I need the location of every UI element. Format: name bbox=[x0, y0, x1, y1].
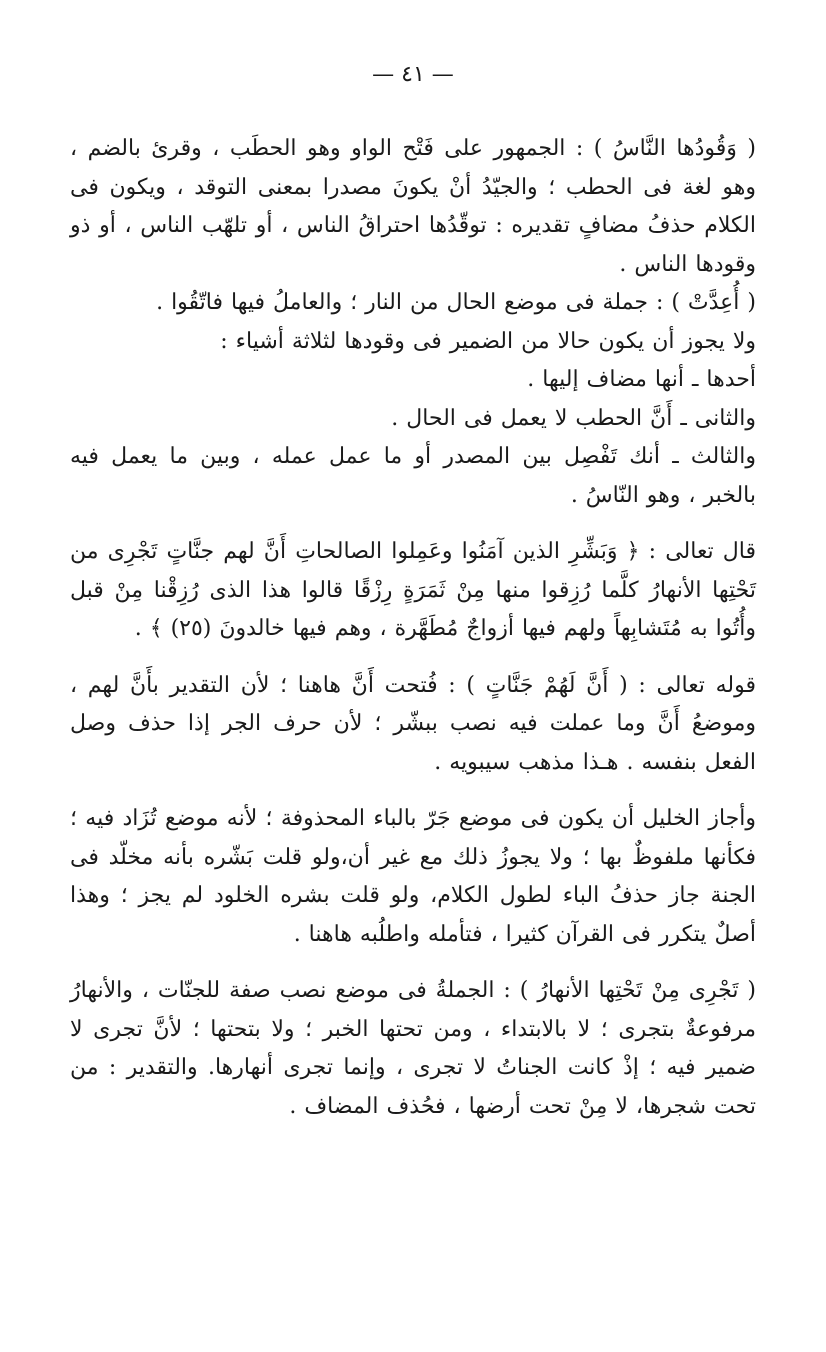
book-page bbox=[70, 60, 756, 1312]
paragraph-khalil: وأجاز الخليل أن يكون فى موضع جَرّ بالباء المحذوفة ؛ لأنه موضع تُزَاد فيه ؛ فكأنها ملفوظٌ بها ؛ ولا يجوزُ ذلك مع غير أن،ولو قلت بَشّره بأنه مخلّد فى الجنة جاز حذفُ الباء لطول الكلام، ولو قلت بشره الخلود لم يجز ؛ وهذا أصلٌ يتكرر فى القرآن كثيرا ، فتأمله واطلُبه هاهنا . bbox=[70, 806, 757, 947]
paragraph-ahaduha: أحدها ـ أنها مضاف إليها . bbox=[527, 367, 756, 392]
page-number: — ٤١ — bbox=[372, 62, 454, 87]
paragraph-tajri: ( تَجْرِى مِنْ تَحْتِها الأنهارُ ) : الجملةُ فى موضع نصب صفة للجنّات ، والأنهارُ مرفوعةٌ بتجرى ؛ لا بالابتداء ، ومن تحتها الخبر ؛ ولا بتحتها ؛ لأنَّ تجرى لا ضمير فيه ؛ إذْ كانت الجناتُ لا تجرى ، وإنما تجرى أنهارها. والتقدير : من تحت شجرها، لا مِنْ تحت أرضها ، فحُذف المضاف . bbox=[70, 978, 756, 1119]
paragraph-anna-lahum: قوله تعالى : ( أَنَّ لَهُمْ جَنَّاتٍ ) : فُتحت أَنَّ هاهنا ؛ لأن التقدير بأَنَّ لهم ، وموضعُ أَنَّ وما عملت فيه نصب ببشّر ؛ لأن حرف الجر إذا حذف وصل الفعل بنفسه . هـذا مذهب سيبويه . bbox=[70, 672, 756, 775]
paragraph-thalith: والثالث ـ أنك تَفْصِل بين المصدر أو ما عمل عمله ، وبين ما يعمل فيه بالخبر ، وهو النّاسُ . bbox=[70, 444, 756, 508]
paragraph-la-yajuz: ولا يجوز أن يكون حالا من الضمير فى وقودها لثلاثة أشياء : bbox=[220, 328, 756, 354]
paragraph-waquduha: ( وَقُودُها النَّاسُ ) : الجمهور على فَتْح الواو وهو الحطَب ، وقرئ بالضم ، وهو لغة فى الحطب ؛ والجيّدُ أنْ يكونَ مصدرا بمعنى التوقد ، ويكون فى الكلام حذفُ مضافٍ تقديره : توقّدُها احتراقُ الناس ، أو تلهّب الناس ، أو ذو وقودها الناس . bbox=[70, 136, 756, 277]
paragraph-quran-verse: قال تعالى : ﴿ وَبَشِّرِ الذين آمَنُوا وعَمِلوا الصالحاتِ أَنَّ لهم جنَّاتٍ تَجْرِى من تَحْتِها الأنهارُ كلَّما رُزِقوا منها مِنْ ثَمَرَةٍ رِزْقًا قالوا هذا الذى رُزِقْنا مِنْ قبل وأُتُوا به مُتَشابِهاً ولهم فيها أزواجٌ مُطَهَّرة ، وهم فيها خالدونَ (٢٥) ﴾ . bbox=[70, 539, 756, 641]
paragraph-thani: والثانى ـ أَنَّ الحطب لا يعمل فى الحال . bbox=[391, 405, 756, 431]
paragraph-uiddat: ( أُعِدَّتْ ) : جملة فى موضع الحال من النار ؛ والعاملُ فيها فاتّقُوا . bbox=[156, 290, 756, 315]
